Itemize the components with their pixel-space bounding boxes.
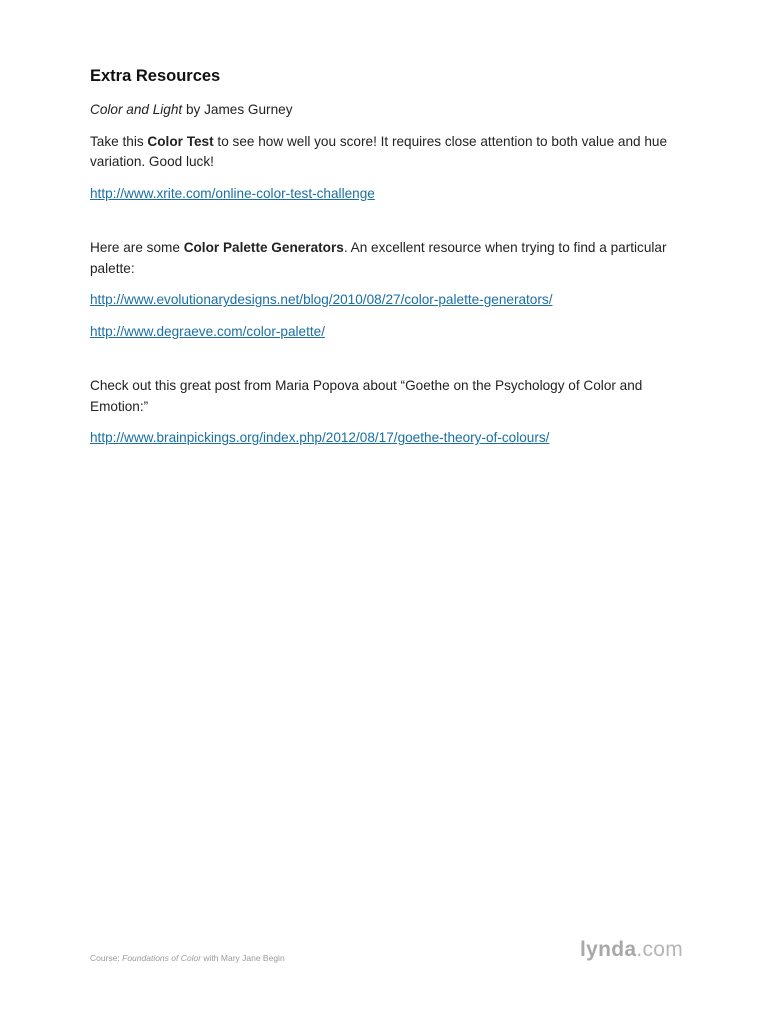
goethe-paragraph: Check out this great post from Maria Popova about “Goethe on the Psychology of Color and Emotion:” (90, 378, 643, 414)
footer-course-title: Foundations of Color (122, 953, 202, 963)
color-test-suffix: to see how well you score! It requires close attention to both value and hue variation. Good luck! (90, 133, 668, 169)
color-test-bold: Color Test (147, 133, 214, 149)
book-line (90, 100, 680, 121)
palette-paragraph (90, 238, 680, 279)
goethe-link-line (90, 428, 680, 449)
palette-link-line-2 (90, 322, 680, 343)
logo-suffix: .com (636, 938, 684, 961)
color-test-link[interactable]: http://www.xrite.com/online-color-test-challenge (90, 185, 375, 201)
color-test-link-line (90, 184, 680, 205)
logo-main: lynda (580, 938, 637, 961)
palette-suffix: . An excellent resource when trying to find a particular palette: (90, 240, 667, 276)
book-title: Color and Light (90, 102, 183, 117)
lynda-logo (580, 938, 683, 962)
palette-bold: Color Palette Generators (183, 240, 344, 255)
footer-course-suffix: with Mary Jane Begin (201, 953, 285, 963)
book-author: by James Gurney (182, 102, 293, 117)
palette-prefix: Here are some (90, 240, 184, 255)
palette-link-line-1 (90, 290, 680, 311)
color-test-prefix: Take this (90, 133, 148, 149)
page-title: Extra Resources (90, 67, 221, 85)
palette-link-evolutionary[interactable]: http://www.evolutionarydesigns.net/blog/2010/08/27/color-palette-generators/ (90, 292, 553, 307)
footer-course-credit (90, 953, 285, 963)
goethe-link[interactable]: http://www.brainpickings.org/index.php/2012/08/17/goethe-theory-of-colours/ (90, 430, 550, 445)
footer-course-prefix: Course: (90, 953, 123, 963)
color-test-paragraph (90, 132, 680, 173)
document-body (90, 64, 680, 449)
palette-link-degraeve[interactable]: http://www.degraeve.com/color-palette/ (90, 323, 325, 339)
